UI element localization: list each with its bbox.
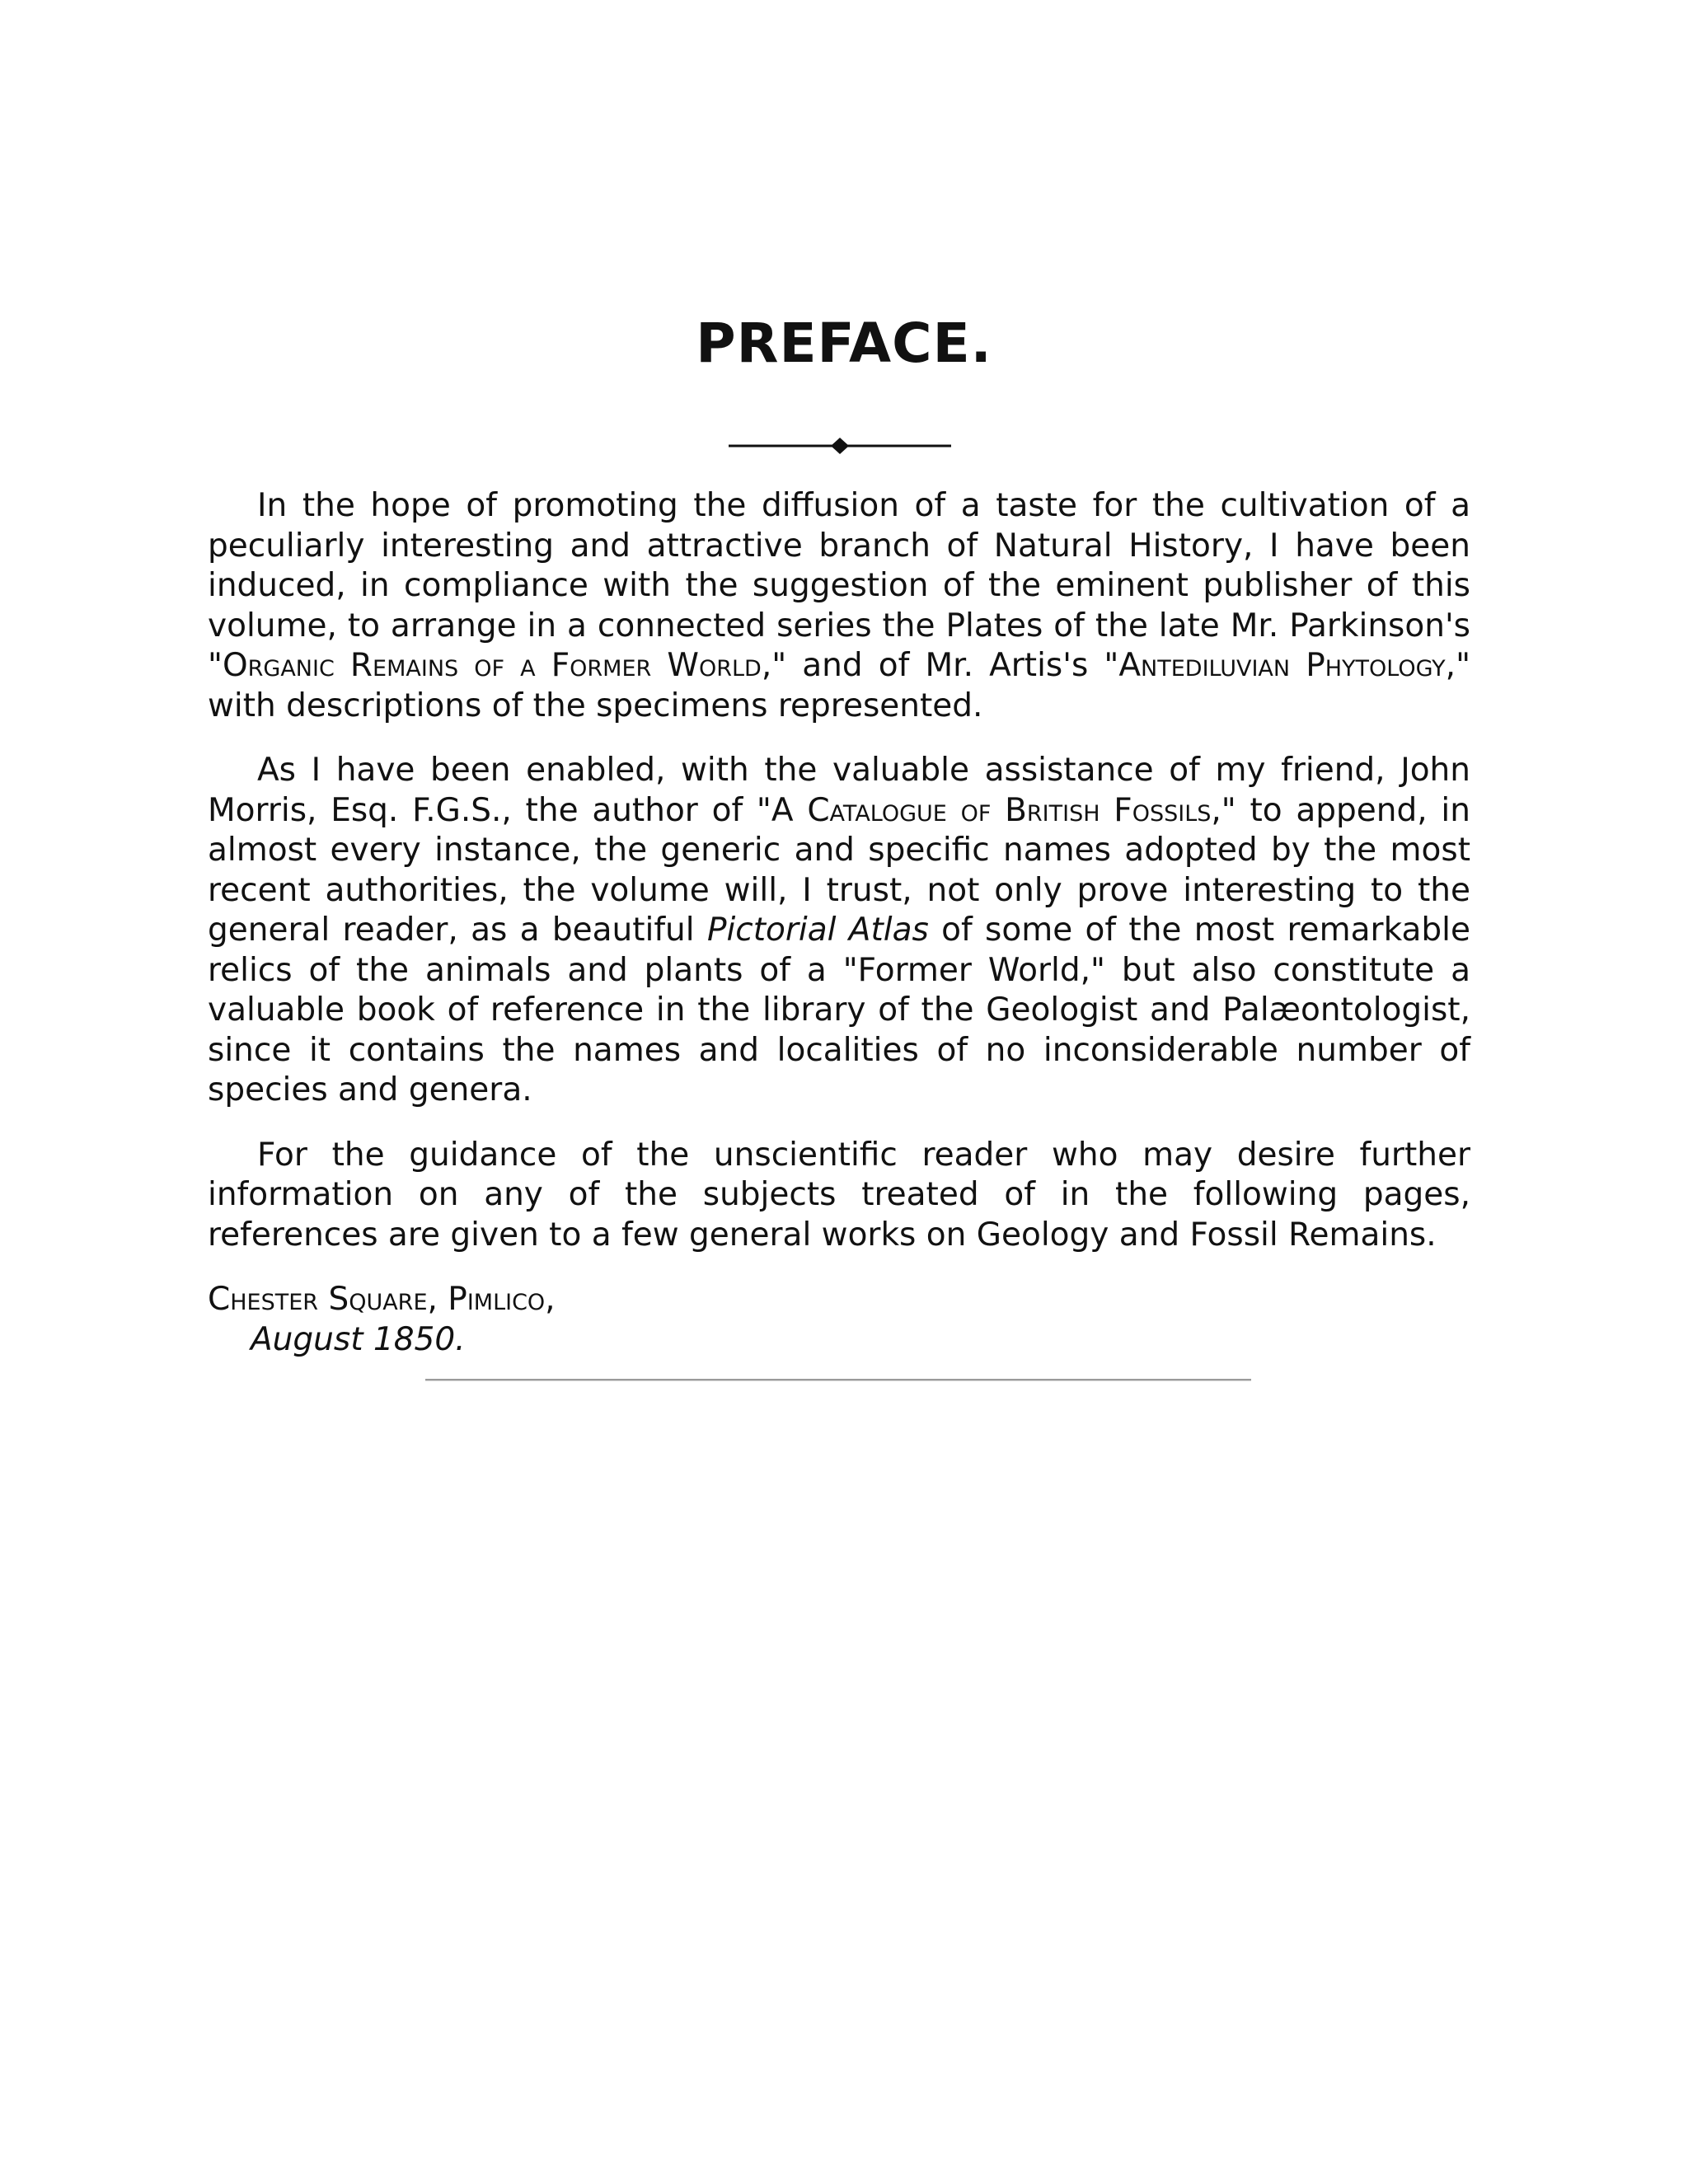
horizontal-rule: [425, 1379, 1251, 1381]
book-title-antediluvian-phytology: Antediluvian Phytology: [1118, 647, 1446, 684]
paragraph-2-text-b: ," to append, in almost every instance, the generic and specific names adopted by the most recent authorities, the volume will, I trust, not only prove interesting to the general reader, as a beautiful: [208, 791, 1470, 949]
paragraph-1-text-c: ," with descriptions of the specimens represented.: [208, 647, 1471, 724]
paragraph-2-text-c: of some of the most remarkable relics of the animals and plants of a "Former World," but also constitute a valuable book of reference in the library of the Geologist and Palæontologist, since it contains the names and localities of no inconsiderable number of species and genera.: [208, 912, 1470, 1108]
preface-body: [208, 486, 1470, 1360]
paragraph-3-text: For the guidance of the unscientific reader who may desire further information on any of the subjects treated of in the following pages, references are given to a few general works on Geology and Fossil Remains.: [208, 1136, 1470, 1254]
paragraph-2: [208, 751, 1470, 1111]
paragraph-1-text-a: In the hope of promoting the diffusion of a taste for the cultivation of a peculiarly interesting and attractive branch of Natural History, I have been induced, in compliance with the suggestion of the eminent publisher of this volume, to arrange in a connected series the Plates of the late Mr. Parkinson's ": [208, 487, 1470, 684]
paragraph-1: [208, 486, 1470, 726]
paragraph-1-text-b: ," and of Mr. Artis's ": [761, 647, 1119, 684]
book-title-catalogue-british-fossils: Catalogue of British Fossils: [807, 791, 1212, 829]
page-title: PREFACE.: [696, 312, 992, 375]
paragraph-2-text-a: As I have been enabled, with the valuable assistance of my friend, John Morris, Esq. F.G.S., the author of "A: [208, 752, 1470, 829]
signature-place: Chester Square, Pimlico,: [208, 1281, 556, 1318]
signature-date: August 1850.: [251, 1320, 466, 1358]
emphasis-pictorial-atlas: Pictorial Atlas: [706, 912, 929, 949]
book-title-organic-remains: Organic Remains of a Former World: [222, 647, 762, 684]
signature-block: [208, 1280, 1470, 1360]
paragraph-3: [208, 1136, 1470, 1256]
ornamental-divider: [729, 435, 951, 457]
